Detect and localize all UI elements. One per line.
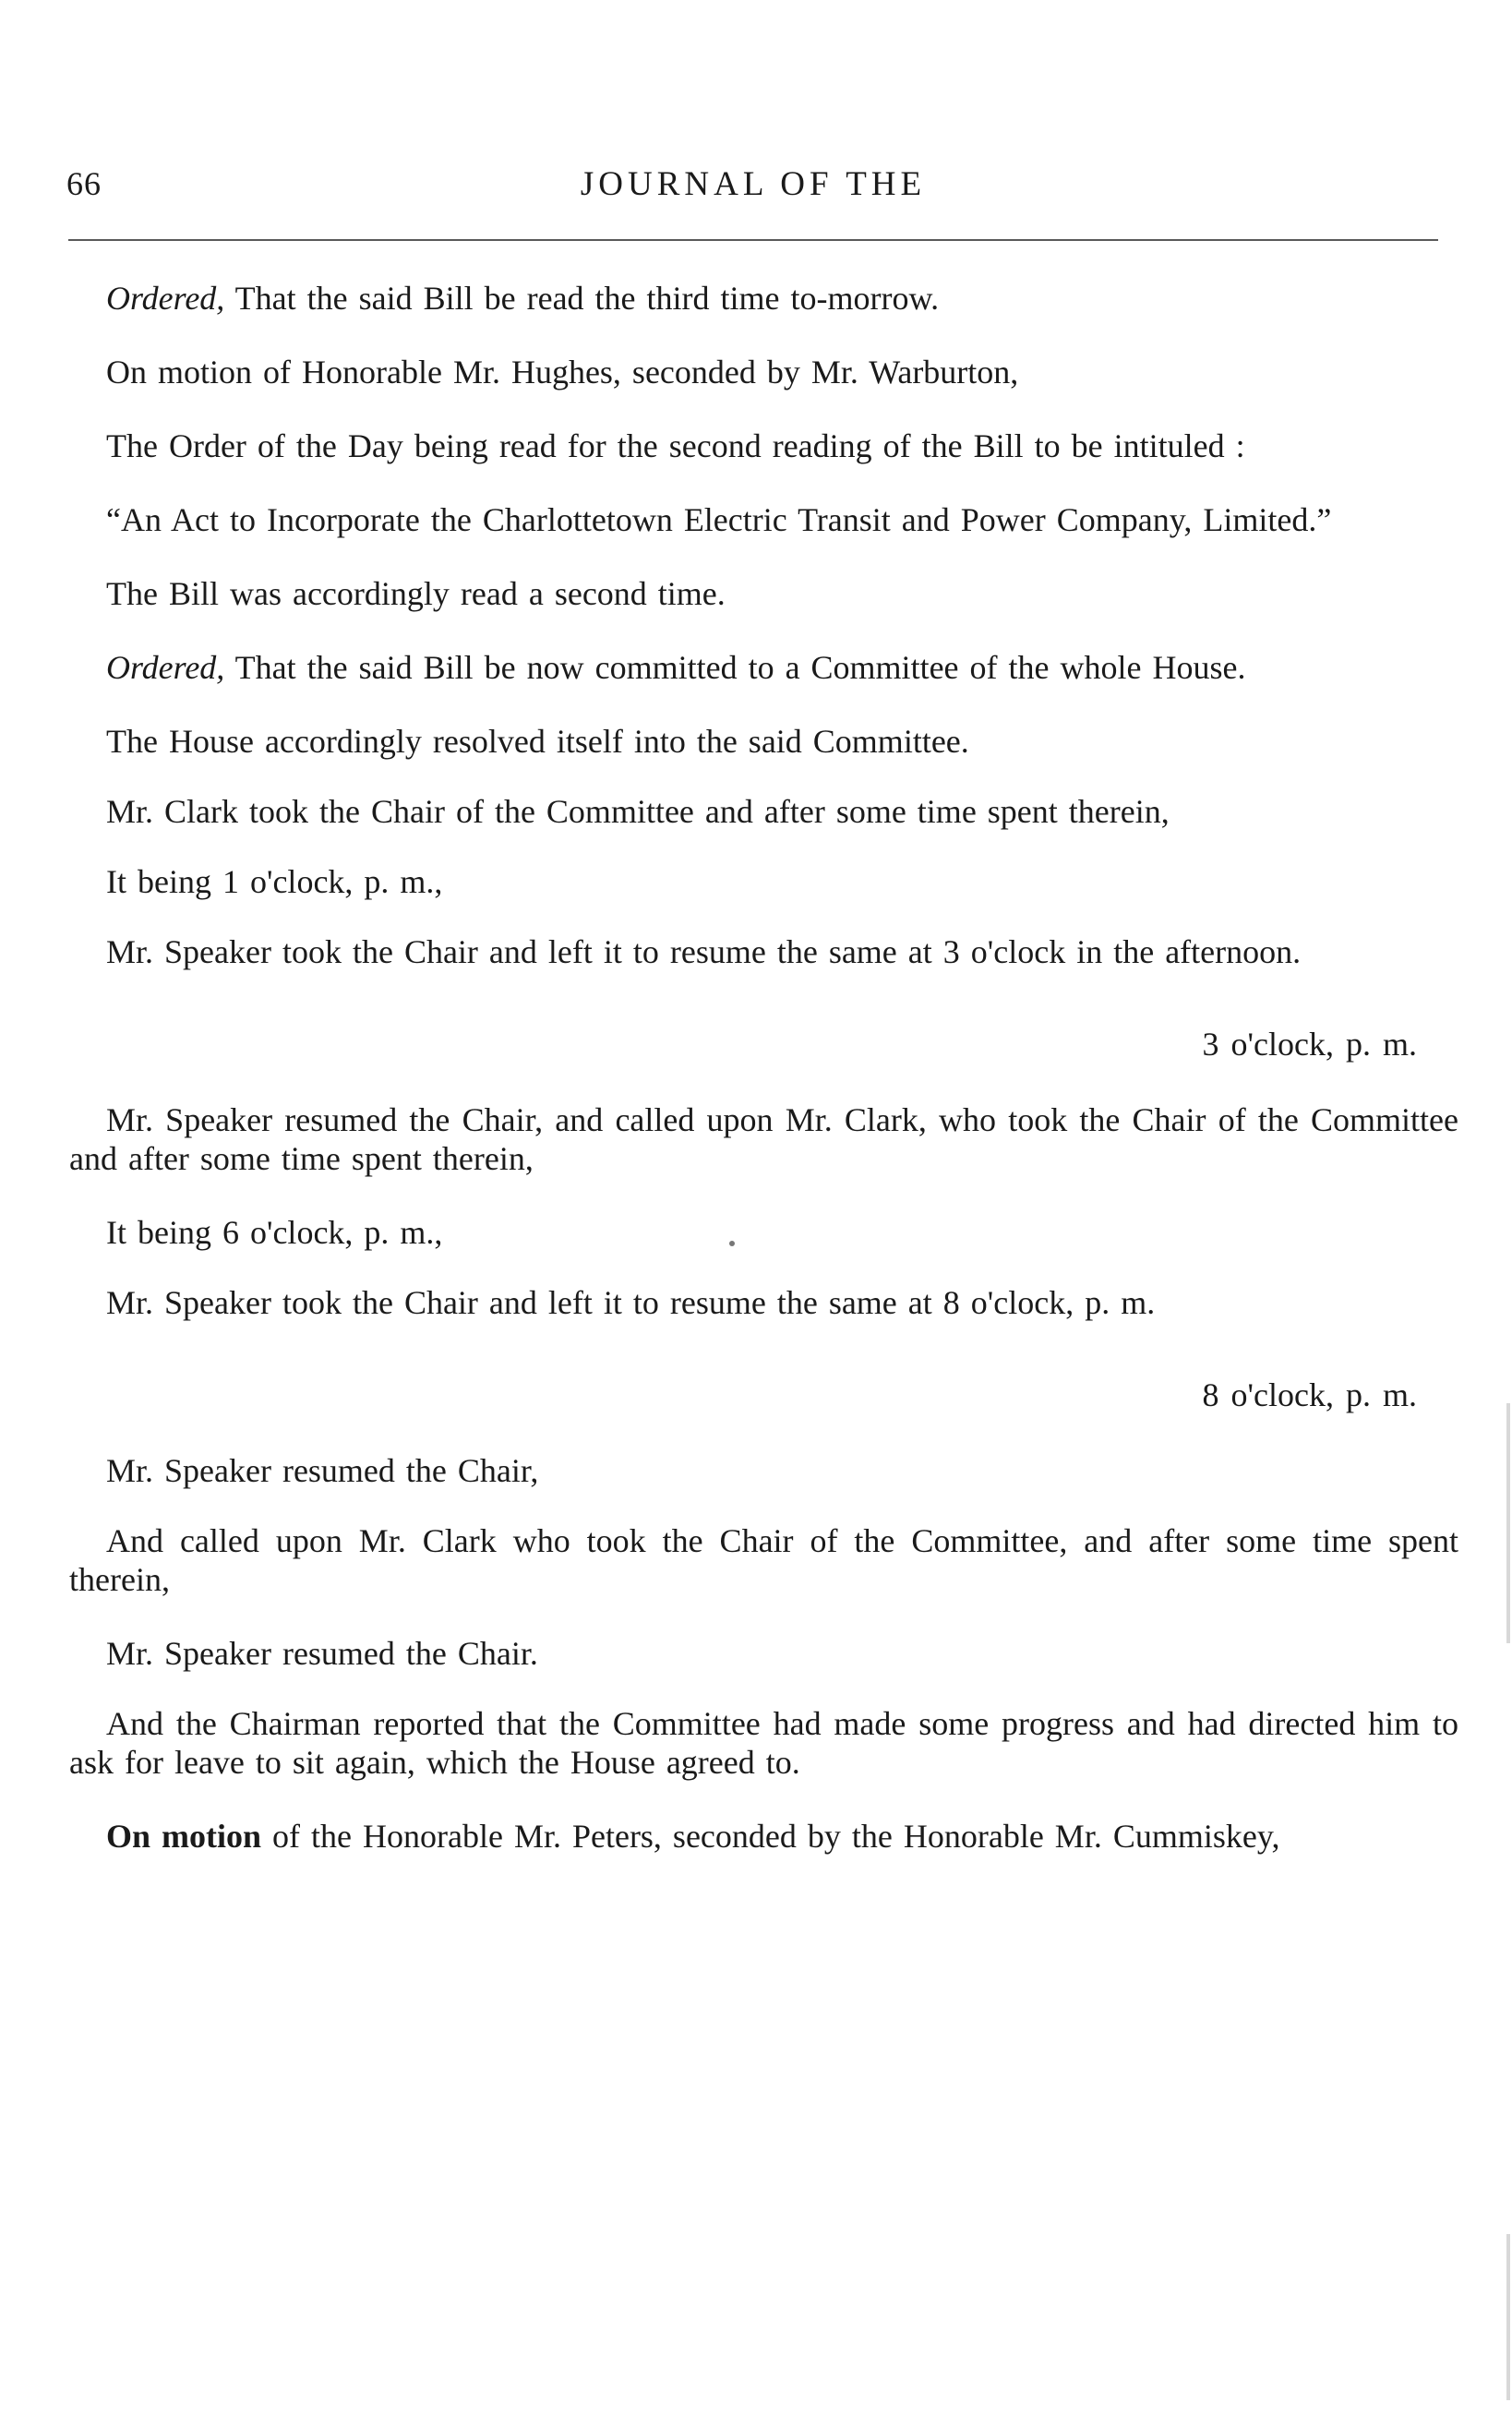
paragraph-text: It being 1 o'clock, p. m.,: [106, 863, 443, 900]
page-number: 66: [66, 165, 102, 202]
paragraph-text: The House accordingly resolved itself into the said Committee.: [106, 723, 969, 760]
paragraph-text: of the Honorable Mr. Peters, seconded by the Honorable Mr. Cummiskey,: [261, 1818, 1280, 1855]
paragraph-speaker-resumed-called-clark: [69, 1100, 1458, 1178]
paragraph-called-clark: [69, 1521, 1458, 1599]
paragraph-one-oclock: [69, 862, 1458, 901]
paragraph-text: Mr. Speaker resumed the Chair,: [106, 1452, 539, 1489]
header-rule: [68, 239, 1438, 241]
paragraph-text: On motion of Honorable Mr. Hughes, seconded by Mr. Warburton,: [106, 354, 1019, 390]
paragraph-six-oclock: [69, 1213, 1458, 1252]
paragraph-text: Mr. Speaker took the Chair and left it to resume the same at 8 o'clock, p. m.: [106, 1284, 1156, 1321]
paragraph-lead: On motion: [106, 1818, 262, 1855]
paragraph-speaker-recess-afternoon: [69, 932, 1458, 971]
paragraph-lead: Ordered,: [106, 280, 225, 317]
running-head: JOURNAL OF THE: [580, 165, 927, 203]
time-mark-three-oclock: 3 o'clock, p. m.: [1202, 1026, 1417, 1063]
paragraph-house-resolved: [69, 722, 1458, 761]
journal-body: [69, 279, 1458, 1891]
paragraph-bill-title: [69, 500, 1458, 539]
page-edge-mark: [1506, 2234, 1510, 2400]
paragraph-text: Mr. Speaker resumed the Chair.: [106, 1635, 538, 1672]
print-speck: [729, 1241, 735, 1246]
paragraph-text: That the said Bill be now committed to a Committee of the whole House.: [224, 649, 1246, 686]
paragraph-ordered-committed: [69, 648, 1458, 687]
paragraph-text: That the said Bill be read the third time to-morrow.: [224, 280, 940, 317]
paragraph-clark-chair: [69, 792, 1458, 831]
paragraph-text: The Order of the Day being read for the second reading of the Bill to be intituled :: [106, 427, 1245, 464]
paragraph-text: And called upon Mr. Clark who took the Chair of the Committee, and after some time spent therein,: [69, 1522, 1458, 1598]
paragraph-text: And the Chairman reported that the Committee had made some progress and had directed him to ask for leave to sit again, which the House agreed to.: [69, 1705, 1458, 1781]
paragraph-order-of-day: [69, 427, 1458, 465]
paragraph-text: Mr. Speaker resumed the Chair, and called upon Mr. Clark, who took the Chair of the Committee and after some time spent therein,: [69, 1101, 1458, 1177]
paragraph-text: Mr. Clark took the Chair of the Committee and after some time spent therein,: [106, 793, 1170, 830]
paragraph-text: The Bill was accordingly read a second time.: [106, 575, 726, 612]
paragraph-lead: Ordered,: [106, 649, 225, 686]
time-mark-eight-oclock: 8 o'clock, p. m.: [1202, 1376, 1417, 1413]
paragraph-second-reading: [69, 574, 1458, 613]
paragraph-speaker-resumed-chair: [69, 1634, 1458, 1673]
paragraph-motion-peters: [69, 1817, 1458, 1856]
page-edge-mark: [1506, 1403, 1510, 1643]
paragraph-chairman-reported: [69, 1704, 1458, 1782]
paragraph-speaker-recess-evening: [69, 1283, 1458, 1322]
paragraph-text: It being 6 o'clock, p. m.,: [106, 1214, 443, 1251]
paragraph-text: Mr. Speaker took the Chair and left it to resume the same at 3 o'clock in the afternoon.: [106, 933, 1302, 970]
paragraph-speaker-resumed: [69, 1451, 1458, 1490]
paragraph-ordered-third-reading: [69, 279, 1458, 318]
page-header: [66, 164, 1440, 212]
paragraph-text: “An Act to Incorporate the Charlottetown Electric Transit and Power Company, Limited.”: [106, 501, 1332, 538]
paragraph-motion-hughes: [69, 353, 1458, 391]
